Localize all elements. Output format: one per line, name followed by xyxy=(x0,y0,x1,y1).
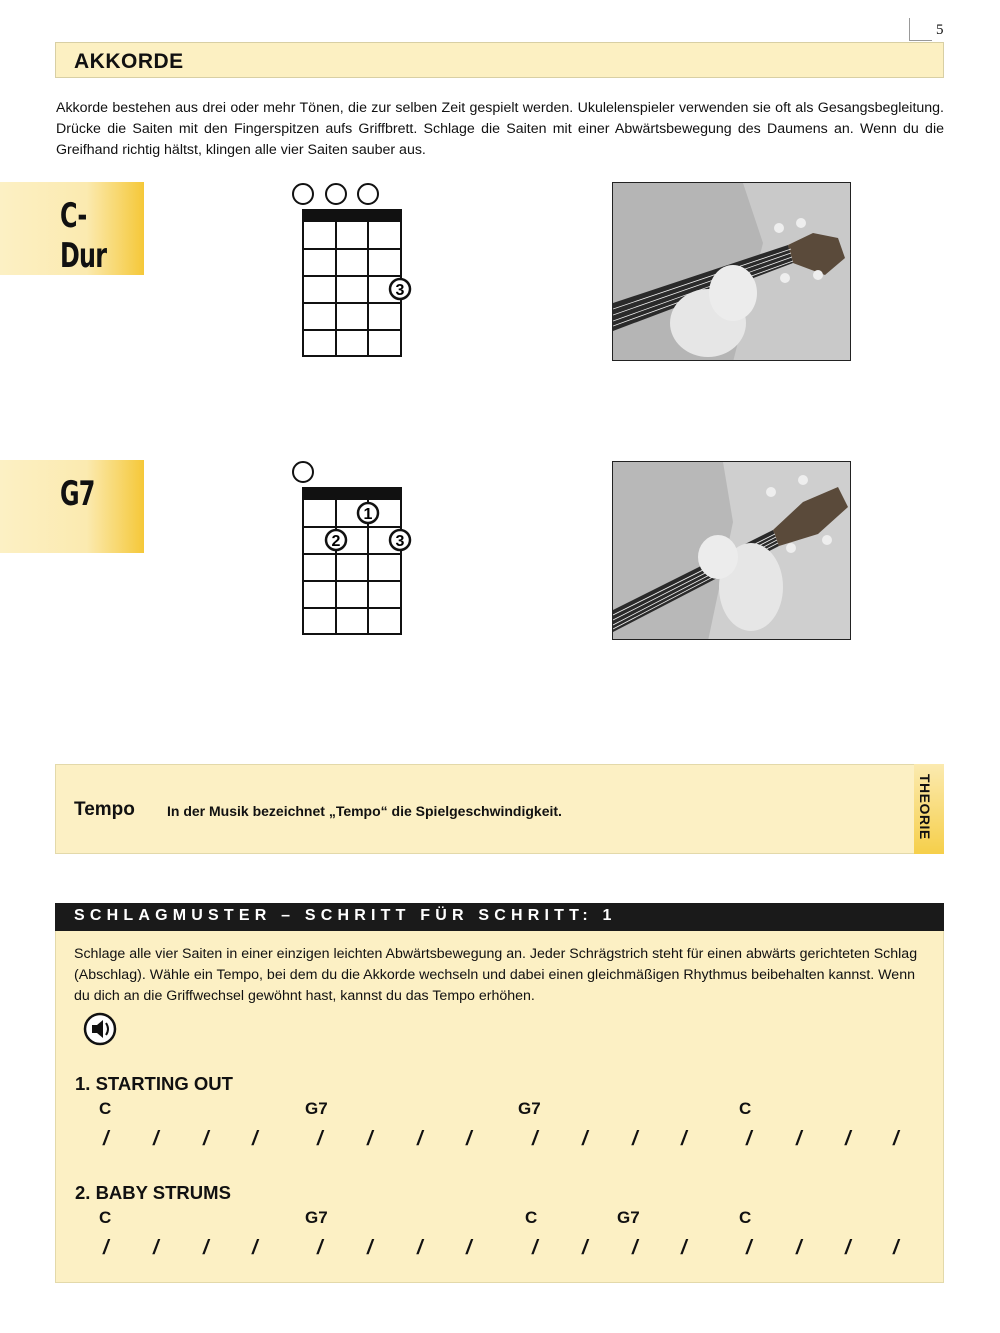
strum-slash: / xyxy=(367,1237,373,1259)
strum-slash: / xyxy=(466,1237,472,1259)
exercise-chord: G7 xyxy=(518,1099,541,1118)
open-string-marker xyxy=(293,462,313,482)
open-string-marker xyxy=(358,184,378,204)
strum-slash: / xyxy=(796,1237,802,1259)
open-string-marker xyxy=(326,184,346,204)
strum-slash: / xyxy=(632,1128,638,1150)
nut xyxy=(303,488,401,500)
strum-slash: / xyxy=(466,1128,472,1150)
exercise-chord: C xyxy=(739,1208,752,1227)
finger-marker-3 xyxy=(390,279,410,299)
page-number: 5 xyxy=(936,22,944,38)
finger-marker-3 xyxy=(390,530,410,550)
strumming-header: SCHLAGMUSTER – SCHRITT FÜR SCHRITT: 1 xyxy=(74,907,617,924)
exercise-chord: G7 xyxy=(305,1208,328,1227)
strum-slash: / xyxy=(845,1237,851,1259)
exercise-title-1: 1. STARTING OUT xyxy=(75,1073,233,1094)
hand-fretting-c-chord-photo xyxy=(612,182,851,361)
theory-tab-label: THEORIE xyxy=(917,774,933,840)
section-title: AKKORDE xyxy=(74,50,184,73)
strum-slash: / xyxy=(681,1128,687,1150)
strum-slash: / xyxy=(893,1128,899,1150)
strum-slash: / xyxy=(317,1237,323,1259)
theory-tab xyxy=(914,764,944,854)
hand-fretting-g7-chord-photo xyxy=(612,461,851,640)
strum-slash: / xyxy=(893,1237,899,1259)
strum-slash: / xyxy=(746,1128,752,1150)
theory-term: Tempo xyxy=(74,799,135,820)
strum-slash: / xyxy=(252,1237,258,1259)
finger-marker-1 xyxy=(358,503,378,523)
svg-text:2: 2 xyxy=(331,533,341,550)
intro-paragraph: Akkorde bestehen aus drei oder mehr Tönen, die zur selben Zeit gespielt werden. Ukulelenspieler verwenden sie oft als Gesangsbegleitung. Drücke die Saiten mit den Fingerspitzen aufs Griffbrett. Schlage die Saiten mit einer Abwärtsbewegung des Daumens an. Wenn du die Greifhand richtig hältst, klingen alle vier Saiten sauber aus. xyxy=(56,100,944,158)
nut xyxy=(303,210,401,222)
strum-slash: / xyxy=(203,1237,209,1259)
page-corner-mark xyxy=(909,18,932,41)
strum-slash: / xyxy=(582,1237,588,1259)
strum-slash: / xyxy=(153,1237,159,1259)
finger-marker-2 xyxy=(326,530,346,550)
chord-diagram-g7 xyxy=(282,458,412,658)
fretboard-outline xyxy=(303,210,401,356)
strum-slash: / xyxy=(582,1128,588,1150)
strum-slash: / xyxy=(417,1128,423,1150)
strum-slash: / xyxy=(796,1128,802,1150)
strumming-instructions: Schlage alle vier Saiten in einer einzigen leichten Abwärtsbewegung an. Jeder Schrägstrich steht für einen abwärts gerichteten Schlag (Abschlag). Wähle ein Tempo, bei dem du die Akkorde wechseln und dabei einen gleichmäßigen Rhythmus beibehalten kannst. Wenn du dich an die Griffwechsel gewöhnt hast, kannst du das Tempo erhöhen. xyxy=(74,946,918,1004)
section-heading-bar xyxy=(55,42,944,78)
strum-slash: / xyxy=(532,1128,538,1150)
exercise-title-2: 2. BABY STRUMS xyxy=(75,1182,231,1203)
strum-slash: / xyxy=(317,1128,323,1150)
open-string-marker xyxy=(293,184,313,204)
strum-slash: / xyxy=(252,1128,258,1150)
exercise-chord: C xyxy=(99,1208,112,1227)
theory-box xyxy=(55,764,944,854)
strum-slash: / xyxy=(845,1128,851,1150)
chord-label-g7 xyxy=(0,460,144,553)
strum-slash: / xyxy=(203,1128,209,1150)
strumming-header-bar xyxy=(55,903,944,931)
exercise-chord: G7 xyxy=(617,1208,640,1227)
theory-definition: In der Musik bezeichnet „Tempo“ die Spielgeschwindigkeit. xyxy=(167,803,562,819)
chord-label-c xyxy=(0,182,144,275)
strum-slash: / xyxy=(632,1237,638,1259)
strum-slash: / xyxy=(103,1237,109,1259)
exercise-chord: C xyxy=(525,1208,538,1227)
chord-name-g7: G7 xyxy=(60,474,95,514)
strum-slash: / xyxy=(681,1237,687,1259)
exercise-chord: C xyxy=(739,1099,752,1118)
strum-slash: / xyxy=(532,1237,538,1259)
svg-text:3: 3 xyxy=(395,533,405,550)
strum-slash: / xyxy=(417,1237,423,1259)
exercise-chord: C xyxy=(99,1099,112,1118)
svg-text:1: 1 xyxy=(363,506,373,523)
chord-name-c: C-Dur xyxy=(60,196,107,276)
strum-slash: / xyxy=(153,1128,159,1150)
speaker-icon[interactable] xyxy=(83,1012,117,1046)
strum-slash: / xyxy=(746,1237,752,1259)
exercise-chord: G7 xyxy=(305,1099,328,1118)
svg-text:3: 3 xyxy=(395,282,405,299)
strum-slash: / xyxy=(367,1128,373,1150)
chord-diagram-c xyxy=(282,180,412,380)
fretboard-outline xyxy=(303,488,401,634)
strum-slash: / xyxy=(103,1128,109,1150)
